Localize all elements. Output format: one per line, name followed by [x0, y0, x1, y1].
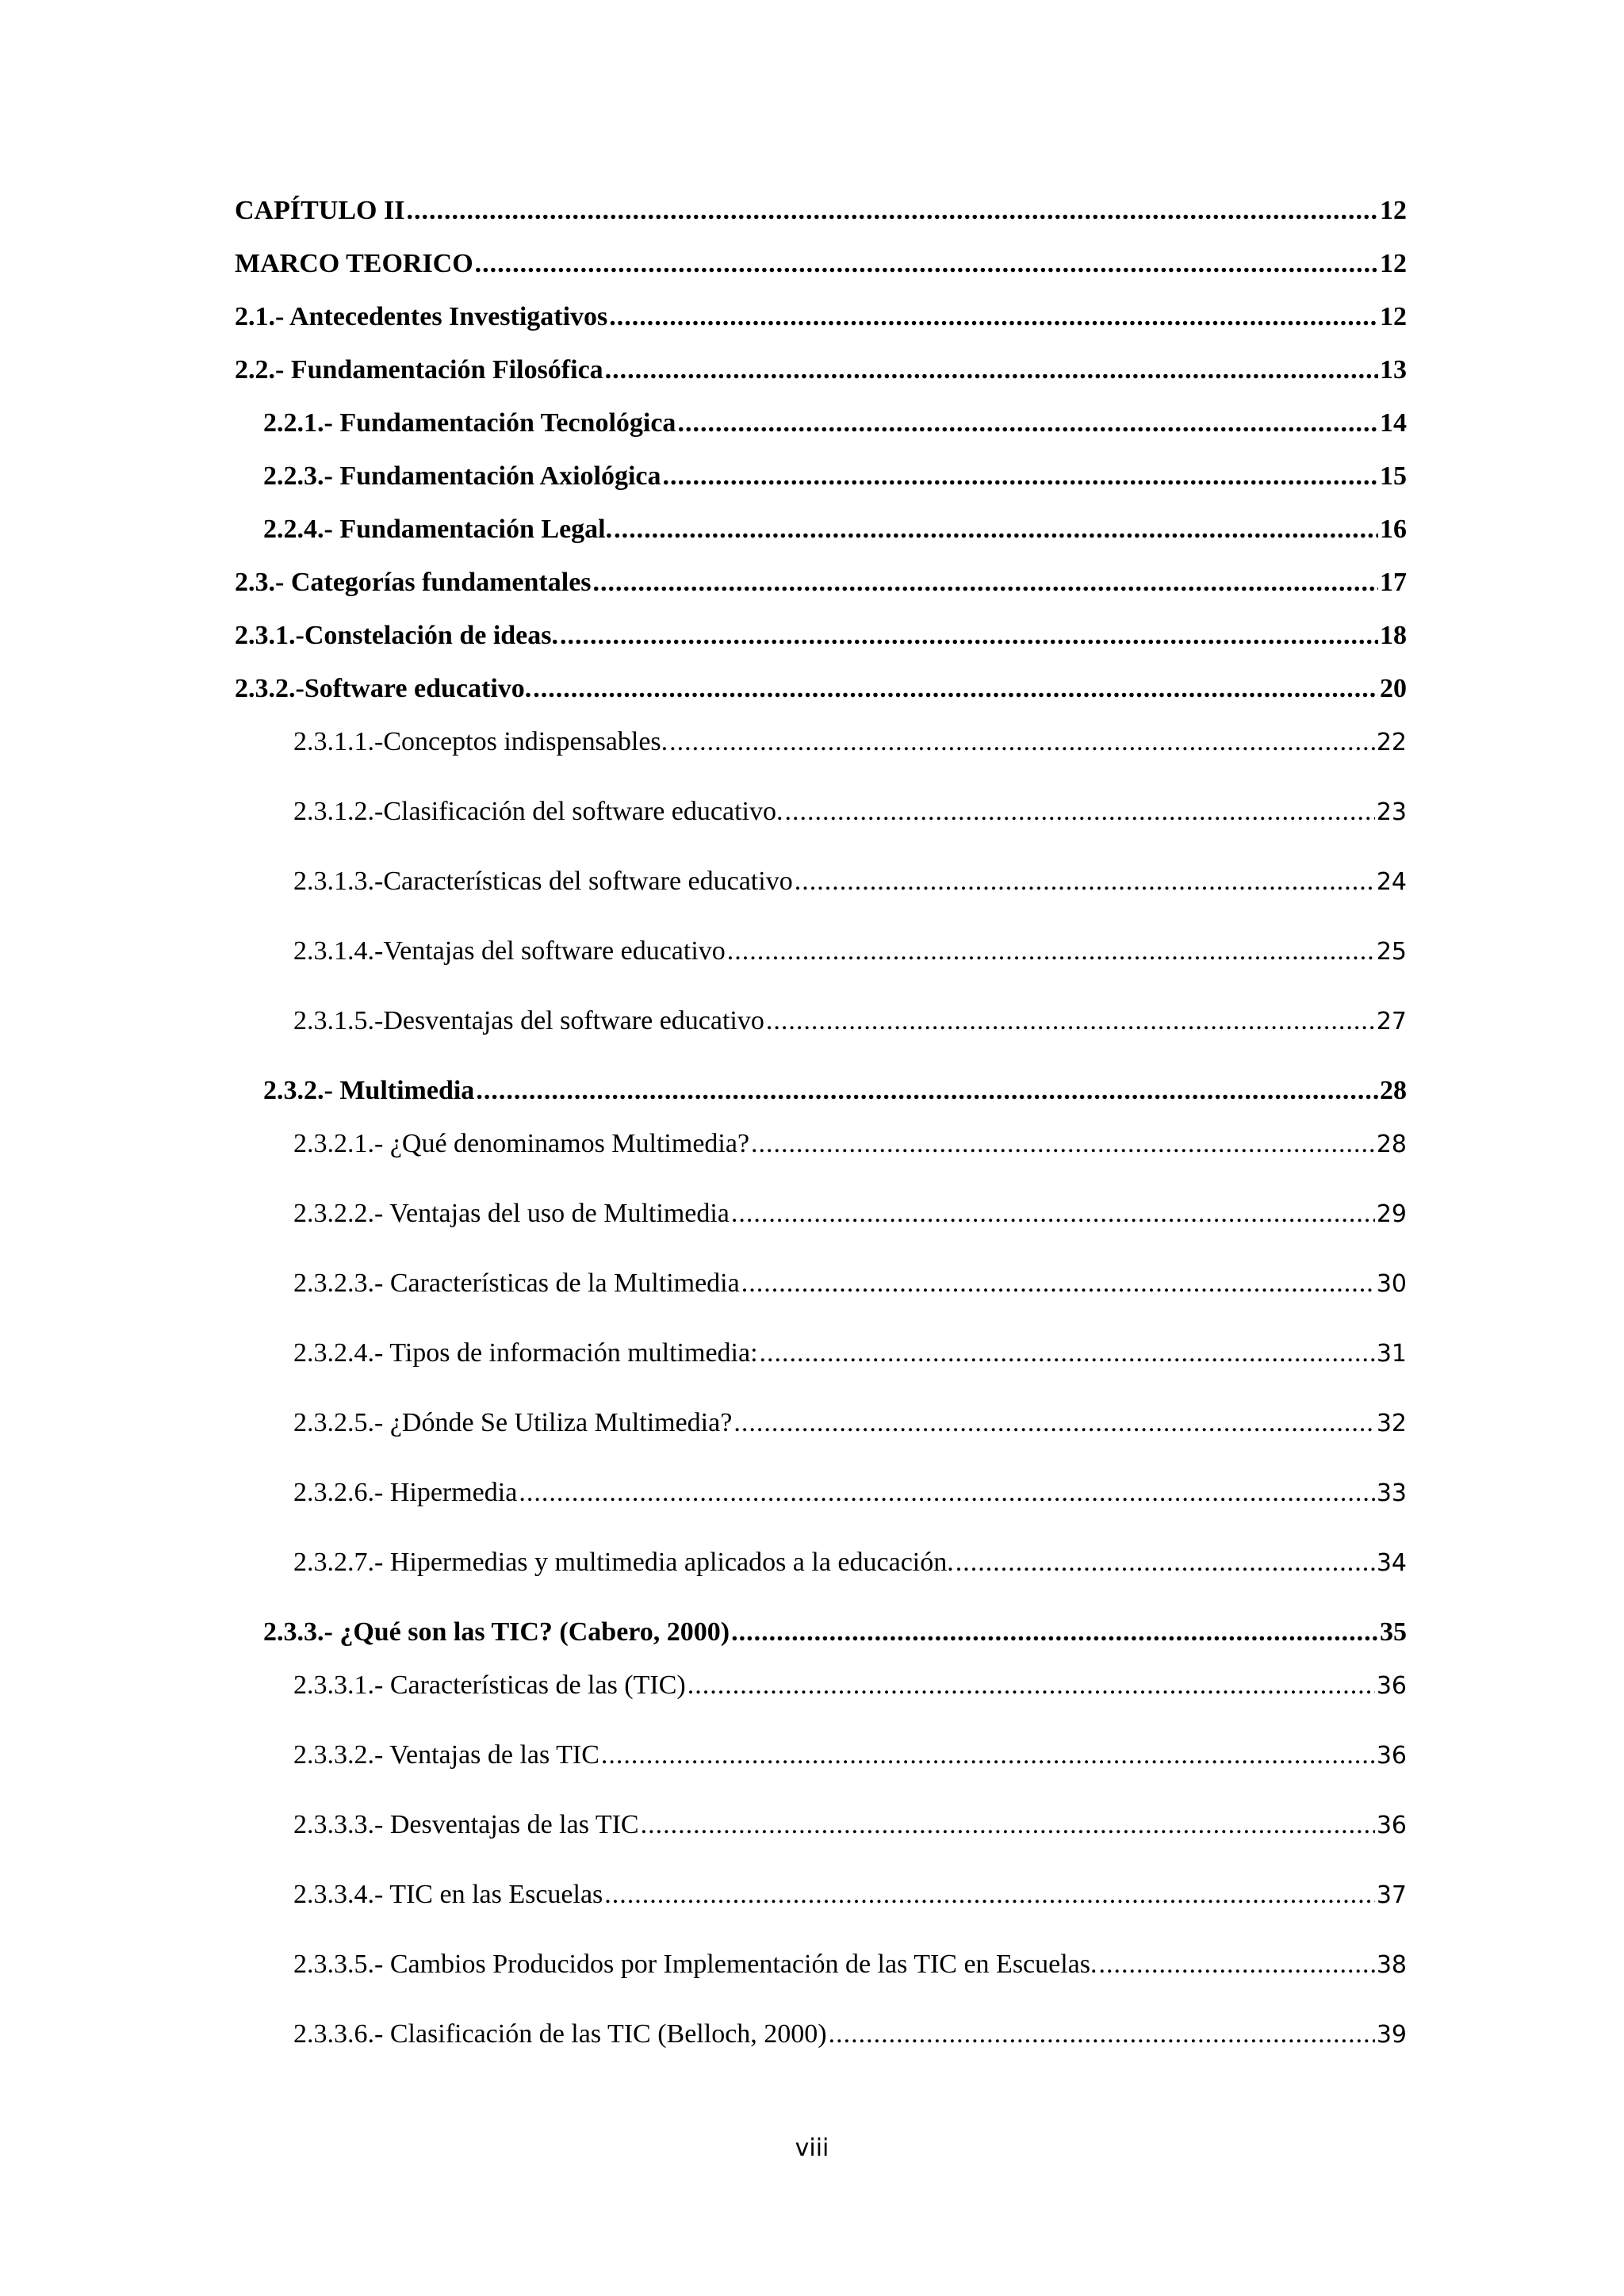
toc-entry-label: 2.3.1.2.-Clasificación del software educativo. — [293, 797, 783, 826]
dot-leader — [605, 354, 1378, 386]
toc-entry[interactable] — [235, 1879, 1407, 1911]
toc-entry-page: 39 — [1376, 2021, 1407, 2049]
toc-entry[interactable] — [235, 1949, 1407, 1981]
toc-entry-page: 30 — [1376, 1270, 1407, 1298]
dot-leader — [829, 2019, 1375, 2050]
toc-entry-page: 13 — [1380, 355, 1407, 385]
toc-entry-page: 12 — [1380, 196, 1407, 225]
dot-leader — [956, 1547, 1375, 1578]
toc-entry-page: 36 — [1376, 1672, 1407, 1700]
dot-leader — [604, 1879, 1375, 1911]
toc-entry-page: 37 — [1376, 1881, 1407, 1909]
dot-leader — [519, 1477, 1375, 1509]
dot-leader — [669, 726, 1375, 758]
toc-entry-page: 24 — [1376, 868, 1407, 896]
toc-entry-page: 36 — [1376, 1812, 1407, 1839]
toc-entry[interactable] — [235, 1337, 1407, 1370]
toc-entry-label: 2.3.2.6.- Hipermedia — [293, 1478, 518, 1507]
toc-entry-label: 2.3.2.7.- Hipermedias y multimedia aplicados a la educación. — [293, 1548, 954, 1577]
toc-entry-page: 28 — [1380, 1076, 1407, 1105]
toc-entry[interactable] — [235, 514, 1407, 545]
toc-entry[interactable] — [235, 408, 1407, 439]
dot-leader — [731, 1617, 1378, 1648]
dot-leader — [560, 620, 1378, 652]
toc-entry[interactable] — [235, 673, 1407, 705]
toc-entry[interactable] — [235, 796, 1407, 828]
toc-entry-page: 32 — [1376, 1410, 1407, 1437]
toc-entry[interactable] — [235, 461, 1407, 492]
toc-entry-label: 2.3.3.1.- Características de las (TIC) — [293, 1670, 686, 1700]
toc-entry[interactable] — [235, 2019, 1407, 2051]
dot-leader — [688, 1670, 1375, 1701]
toc-entry[interactable] — [235, 866, 1407, 898]
dot-leader — [663, 461, 1378, 492]
dot-leader — [731, 1198, 1375, 1230]
dot-leader — [741, 1268, 1375, 1299]
toc-entry-label: 2.3.2.-Software educativo. — [235, 674, 532, 703]
dot-leader — [760, 1337, 1375, 1369]
toc-entry[interactable] — [235, 1477, 1407, 1510]
dot-leader — [641, 1809, 1375, 1841]
dot-leader — [1099, 1949, 1375, 1980]
toc-entry-page: 17 — [1380, 568, 1407, 597]
toc-entry-page: 20 — [1380, 674, 1407, 703]
toc-entry[interactable] — [235, 301, 1407, 333]
page-number: viii — [795, 2134, 829, 2162]
dot-leader — [601, 1739, 1375, 1771]
dot-leader — [766, 1005, 1375, 1037]
toc-entry-label: 2.3.3.4.- TIC en las Escuelas — [293, 1880, 603, 1909]
toc-entry-label: 2.2.1.- Fundamentación Tecnológica — [263, 408, 676, 438]
toc-entry-label: 2.2.4.- Fundamentación Legal. — [263, 515, 613, 544]
toc-entry[interactable] — [235, 1547, 1407, 1579]
toc-entry[interactable] — [235, 1407, 1407, 1440]
toc-entry-page: 23 — [1376, 798, 1407, 826]
toc-entry-page: 28 — [1376, 1131, 1407, 1158]
toc-entry-label: 2.2.3.- Fundamentación Axiológica — [263, 461, 661, 491]
toc-entry-label: 2.3.3.3.- Desventajas de las TIC — [293, 1810, 639, 1839]
toc-entry[interactable] — [235, 1128, 1407, 1161]
dot-leader — [784, 796, 1374, 828]
toc-entry-page: 34 — [1376, 1549, 1407, 1577]
toc-entry[interactable] — [235, 726, 1407, 759]
toc-entry-page: 31 — [1376, 1340, 1407, 1368]
toc-entry-page: 27 — [1376, 1008, 1407, 1035]
toc-entry-label: 2.3.1.3.-Características del software educativo — [293, 867, 793, 896]
toc-entry-page: 25 — [1376, 938, 1407, 966]
toc-entry-page: 16 — [1380, 515, 1407, 544]
toc-entry-label: 2.3.2.3.- Características de la Multimedia — [293, 1269, 740, 1298]
toc-entry[interactable] — [235, 195, 1407, 227]
toc-entry[interactable] — [235, 567, 1407, 599]
toc-entry-label: 2.3.2.2.- Ventajas del uso de Multimedia — [293, 1199, 730, 1228]
toc-entry-label: CAPÍTULO II — [235, 196, 405, 225]
toc-entry[interactable] — [235, 354, 1407, 386]
toc-entry[interactable] — [235, 1739, 1407, 1772]
toc-entry[interactable] — [235, 936, 1407, 968]
toc-entry[interactable] — [235, 1809, 1407, 1842]
toc-entry-page: 12 — [1380, 302, 1407, 331]
toc-entry[interactable] — [235, 1670, 1407, 1702]
toc-entry-label: 2.3.- Categorías fundamentales — [235, 568, 592, 597]
toc-entry-label: 2.3.2.- Multimedia — [263, 1076, 475, 1105]
toc-entry[interactable] — [235, 248, 1407, 280]
dot-leader — [475, 248, 1378, 280]
toc-entry-label: 2.3.1.-Constelación de ideas. — [235, 621, 558, 650]
toc-entry-label: 2.3.2.1.- ¿Qué denominamos Multimedia? — [293, 1129, 750, 1158]
dot-leader — [677, 408, 1378, 439]
toc-entry-label: 2.3.3.5.- Cambios Producidos por Implementación de las TIC en Escuelas. — [293, 1950, 1097, 1979]
dot-leader — [476, 1075, 1378, 1107]
dot-leader — [609, 301, 1378, 333]
toc-entry-label: 2.3.3.2.- Ventajas de las TIC — [293, 1740, 599, 1770]
toc-entry-page: 29 — [1376, 1200, 1407, 1228]
table-of-contents — [235, 195, 1407, 2051]
toc-entry-page: 35 — [1380, 1617, 1407, 1647]
toc-entry-label: MARCO TEORICO — [235, 249, 473, 278]
dot-leader — [533, 673, 1378, 705]
toc-entry[interactable] — [235, 1617, 1407, 1648]
dot-leader — [795, 866, 1375, 897]
toc-entry-page: 14 — [1380, 408, 1407, 438]
dot-leader — [727, 936, 1375, 967]
toc-entry-label: 2.3.3.6.- Clasificación de las TIC (Belloch, 2000) — [293, 2019, 827, 2049]
toc-entry-label: 2.3.1.5.-Desventajas del software educativo — [293, 1006, 764, 1035]
toc-entry-page: 33 — [1376, 1479, 1407, 1507]
toc-entry-page: 15 — [1380, 461, 1407, 491]
dot-leader — [614, 514, 1378, 545]
toc-entry-label: 2.1.- Antecedentes Investigativos — [235, 302, 608, 331]
toc-entry-page: 18 — [1380, 621, 1407, 650]
toc-entry-label: 2.3.3.- ¿Qué son las TIC? (Cabero, 2000) — [263, 1617, 730, 1647]
toc-entry-page: 36 — [1376, 1742, 1407, 1770]
toc-entry-label: 2.3.2.5.- ¿Dónde Se Utiliza Multimedia? — [293, 1408, 733, 1437]
toc-entry-page: 22 — [1376, 729, 1407, 756]
toc-entry-label: 2.3.1.4.-Ventajas del software educativo — [293, 936, 726, 966]
toc-entry[interactable] — [235, 1075, 1407, 1107]
toc-entry-page: 38 — [1376, 1951, 1407, 1979]
toc-entry[interactable] — [235, 620, 1407, 652]
toc-entry-label: 2.3.1.1.-Conceptos indispensables. — [293, 727, 668, 756]
toc-entry-label: 2.2.- Fundamentación Filosófica — [235, 355, 603, 385]
dot-leader — [751, 1128, 1375, 1160]
toc-entry[interactable] — [235, 1198, 1407, 1230]
dot-leader — [406, 195, 1378, 227]
toc-entry-page: 12 — [1380, 249, 1407, 278]
toc-entry[interactable] — [235, 1005, 1407, 1038]
toc-entry-label: 2.3.2.4.- Tipos de información multimedia: — [293, 1338, 758, 1368]
toc-entry[interactable] — [235, 1268, 1407, 1300]
dot-leader — [733, 1407, 1374, 1439]
dot-leader — [593, 567, 1378, 599]
